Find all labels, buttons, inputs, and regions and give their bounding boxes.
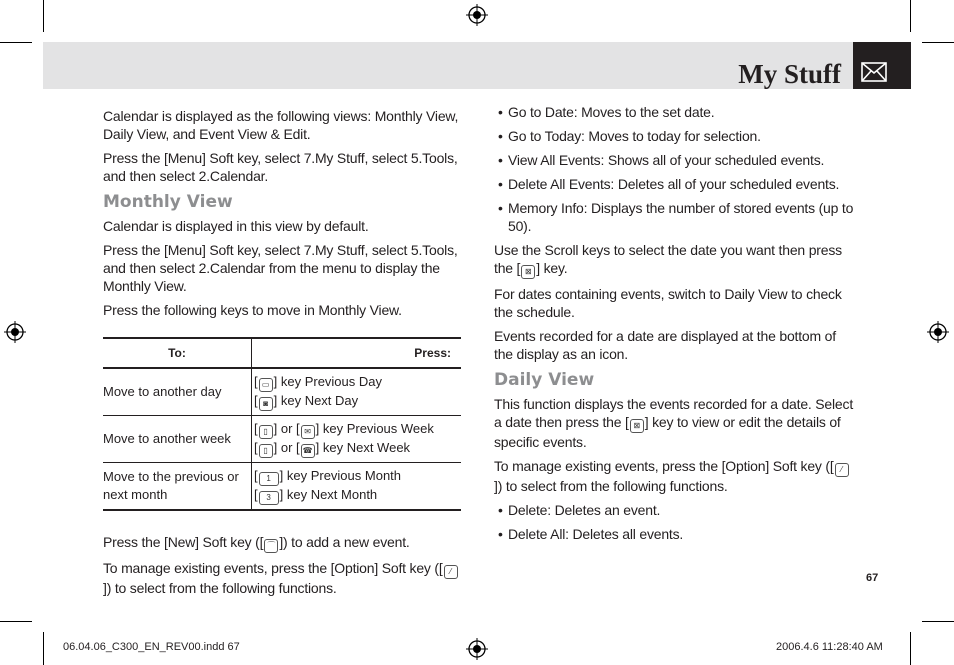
- registration-mark-icon: [4, 321, 26, 343]
- body-paragraph: This function displays the events recorded for a date. Select a date then press the [ ⊠ ] key to view or edit the details of specific events.: [494, 396, 854, 450]
- side-key-icon: ▯: [259, 425, 273, 439]
- down-key-icon: ◙: [259, 397, 273, 411]
- intro-paragraph: Press the [Menu] Soft key, select 7.My Stuff, select 5.Tools, and then select 2.Calendar.: [103, 150, 458, 184]
- ok-key-icon: ⊠: [630, 419, 644, 433]
- body-paragraph: Calendar is displayed in this view by default.: [103, 218, 369, 234]
- crop-mark: [922, 42, 954, 43]
- body-paragraph: To manage existing events, press the [Option] Soft key ([ ⁄]) to select from the following functions.: [103, 559, 461, 597]
- table-cell: [ 1 ] key Previous Month [ 3 ] key Next Month: [252, 463, 462, 511]
- phone-key-icon: ☎: [301, 444, 315, 458]
- up-key-icon: ▭: [259, 378, 273, 392]
- list-item: • Delete All: Deletes all events.: [494, 525, 854, 543]
- body-paragraph: To manage existing events, press the [Option] Soft key ([ ⁄]) to select from the following functions.: [494, 457, 854, 495]
- left-column: [103, 107, 461, 603]
- section-icon-box: [853, 42, 911, 89]
- soft-key-left-icon: ⁄: [835, 463, 849, 477]
- crop-mark: [43, 632, 44, 665]
- section-heading: Daily View: [494, 370, 595, 390]
- ok-key-icon: ⊠: [521, 265, 535, 279]
- right-column: [494, 103, 854, 549]
- table-header: Press:: [252, 338, 462, 368]
- body-paragraph: Events recorded for a date are displayed at the bottom of the display as an icon.: [494, 328, 836, 362]
- crop-mark: [922, 621, 954, 622]
- table-header: To:: [103, 338, 252, 368]
- crop-mark: [43, 0, 44, 32]
- intro-paragraph: Calendar is displayed as the following views: Monthly View, Daily View, and Event View & Edit.: [103, 108, 459, 142]
- envelope-key-icon: ✉: [301, 425, 315, 439]
- table-cell: [ ▭ ] key Previous Day [ ◙ ] key Next Day: [252, 368, 462, 416]
- list-item: • Delete All Events: Deletes all of your scheduled events.: [494, 175, 854, 193]
- table-cell: Move to another week: [103, 416, 252, 463]
- crop-mark: [0, 42, 32, 43]
- side-key-icon: ▯: [259, 444, 273, 458]
- list-item: • Go to Date: Moves to the set date.: [494, 103, 854, 121]
- body-paragraph: Use the Scroll keys to select the date you want then press the [ ⊠ ] key.: [494, 241, 854, 279]
- key-1-icon: 1: [259, 472, 279, 486]
- list-item: • Delete: Deletes an event.: [494, 501, 854, 519]
- table-cell: Move to another day: [103, 368, 252, 416]
- list-item: • Go to Today: Moves to today for selection.: [494, 127, 854, 145]
- page-number: 67: [866, 572, 879, 584]
- crop-mark: [910, 632, 911, 665]
- envelope-icon: [861, 62, 887, 82]
- body-paragraph: Press the [Menu] Soft key, select 7.My Stuff, select 5.Tools, and then select 2.Calendar from the menu to display the Monthly View.: [103, 242, 458, 294]
- footer-timestamp: 2006.4.6 11:28:40 AM: [776, 641, 883, 653]
- table-cell: [ ▯ ] or [ ✉ ] key Previous Week [ ▯ ] or [ ☎ ] key Next Week: [252, 416, 462, 463]
- soft-key-right-icon: ⌒: [264, 539, 278, 553]
- list-item: • Memory Info: Displays the number of stored events (up to 50).: [494, 199, 854, 235]
- page-title: My Stuff: [738, 59, 841, 89]
- table-row: [103, 416, 461, 463]
- section-heading: Monthly View: [103, 192, 233, 212]
- registration-mark-icon: [466, 4, 488, 26]
- footer-filename: 06.04.06_C300_EN_REV00.indd 67: [63, 641, 240, 653]
- table-header-row: [103, 338, 461, 368]
- key-table: [103, 337, 461, 511]
- soft-key-left-icon: ⁄: [444, 565, 458, 579]
- crop-mark: [910, 0, 911, 32]
- table-row: [103, 368, 461, 416]
- function-list: [494, 501, 854, 543]
- list-item: • View All Events: Shows all of your scheduled events.: [494, 151, 854, 169]
- body-paragraph: Press the [New] Soft key ([ ⌒ ]) to add a new event.: [103, 533, 461, 553]
- table-cell: Move to the previous or next month: [103, 463, 252, 511]
- key-3-icon: 3: [259, 491, 279, 505]
- body-paragraph: For dates containing events, switch to Daily View to check the schedule.: [494, 286, 842, 320]
- function-list: [494, 103, 854, 235]
- table-row: [103, 463, 461, 511]
- registration-mark-icon: [927, 321, 949, 343]
- registration-mark-icon: [466, 638, 488, 660]
- crop-mark: [0, 621, 32, 622]
- body-paragraph: Press the following keys to move in Monthly View.: [103, 302, 402, 318]
